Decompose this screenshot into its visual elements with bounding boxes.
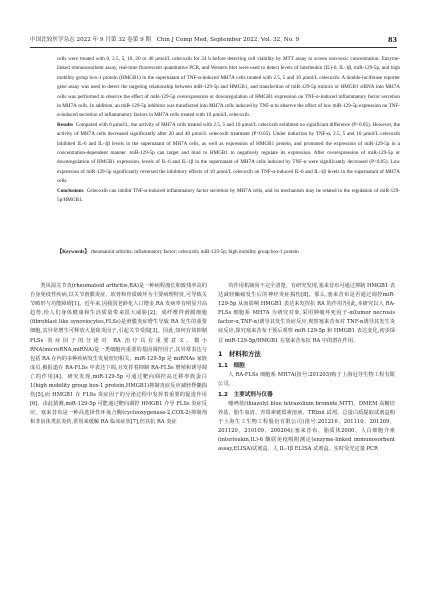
running-header bbox=[30, 35, 397, 48]
intro-continued-paragraph: 的作用机制尚不完全清楚。有研究发现,塞来昔布可通过抑制 HMGB1 表达减轻癫痫发生后的神经炎症损伤[8]。那么,塞来昔布是否通过调控miR-129-5p 从而影响 HMGB1 表达来发挥抗 RA 的作用?因此,本研究以人 RA-FLSs 细胞系 MH7A 为研究对象,采用肿瘤坏死因子-α(tumor necrosis factor-α,TNF-α)诱导其发生炎症反应,观察塞来昔布对 TNF-α诱导其发生炎症反应,探究塞来昔布干预后观察 miR-129-5p 和 HMGB1 表达变化,初步探讨 miR-129-5p/HMGB1 在塞来昔布抗 RA 中的潜在作用。 bbox=[218, 283, 395, 344]
english-abstract bbox=[57, 55, 400, 206]
keywords-text: rheumatoid arthritis; inflammatory factor; celecoxib; miR-129-5p; high mobility group box-1 protein bbox=[90, 249, 299, 255]
results-label: Results bbox=[57, 121, 73, 128]
subsection-heading-reagents: 1.2 主要试剂与仪器 bbox=[218, 391, 273, 398]
body-left-column bbox=[30, 282, 207, 428]
abstract-methods-text: cells were treated with 0, 2.5, 5, 10, 20 or 40 μmol/L celecoxib for 24 h before detecting cell viability by MTT assay to screen non-toxic concentration. Enzyme-linked immunosorbent assay, real-time fluorescent quantitative PCR, and Western blot were used to detect levels of interleukin (IL)-6, IL-1β, miR-129-5p, and high mobility group box-1 protein (HMGB1) in the supernatant of TNF-α-induced MH7A cells treated with 2.5, 5 and 10 μmol/L celecoxib. A double-luciferase reporter gene assay was used to detect the targeting relationship between miR-129-5p and HMGB1, and transfection of miR-129-5p mimics or HMGB1 siRNA into MH7A cells was performed to observe the effect of miR-129-5p overexpression or downregulation of HMGB1 expression on TNF-α-induced inflammatory factor secretion in MH7A cells. In addition, an miR-129-5p inhibitor was transfected into MH7A cells induced by TNF-α to observe the effect of low miR-129-5p expression on TNF-α-induced secretion of inflammatory factors in MH7A cells treated with 10 μmol/L celecoxib. bbox=[57, 56, 400, 119]
journal-citation: 中国比较医学杂志 2022 年 9 月第 32 卷第 9 期 Chin J Comp Med, September 2022, Vol. 32, No. 9 bbox=[30, 37, 300, 43]
abstract-conclusions bbox=[57, 187, 400, 206]
cells-paragraph: 人 RA-FLSs 细胞系 MH7A(批号:201203)购于上海冠导生物工程有限公司。 bbox=[218, 371, 395, 387]
conclusions-label: Conclusions bbox=[57, 187, 84, 194]
section-heading-methods: 1 材料和方法 bbox=[218, 349, 261, 358]
abstract-results bbox=[57, 121, 400, 187]
reagents-paragraph: 噻唑蓝(thiazolyl blue tetrazolium bromide,MTT)、DMEM 高糖培养基、胎牛血清、青霉素链霉素溶液、TRIzol 试剂、总蛋白质提取试剂盒购于上海生工生物工程股份有限公司(批号:201216、201110、201209、201120、210109、200204);塞来昔布、脂质体2000、人白细胞介素(interleukin,IL)-6 酶联免疫吸附测定(enzyme-linked immunosorbent assay,ELISA)试剂盒、人 IL-1β ELISA 试剂盒、实时荧光定量 PCR bbox=[218, 400, 395, 453]
conclusions-text: Celecoxib can inhibit TNF-α-induced inflammatory factor secretion by MH7A cells, and its mechanism may be related to the regulation of miR-129-5p/HMGB1. bbox=[57, 187, 401, 204]
keywords-label: 【Keywords】 bbox=[57, 249, 90, 255]
page-number: 83 bbox=[387, 36, 397, 44]
intro-paragraph: 类风湿关节炎(rheumatoid arthritis,RA)是一种病程漫长和致残率高的自身免疫性疾病,以关节滑膜炎症、软骨和骨质破坏为主要病理特征,可导致关节畸形与功能障碍[1]。近年来,因我国老龄化人口增多,RA 发病率有明显升高趋势,给人们身体健康和生活质量带来很大威胁[2]。成纤维样滑膜细胞(fibroblast like synoviocytes,FLSs)是滑膜炎症增生导致 RA 发生的重要细胞,其异常增生可释放大量致炎因子,引起关节受损[3]。因此,如何有效抑制 FLSs 炎症因子的分泌对 RA 治疗具有重要意义。微小 RNA(microRNA,miRNA)是一类细胞内重要的基因调控因子,其异常表达与包括 RA 在内的多种疾病发生发展密切相关。miR-129-5p 是 miRNAs 家族成员,被报道在 RA-FLSs 中表达下调,且发挥着抑制 RA-FLSs 增殖和诱导凋亡的作用[4]。研究发现,miR-129-5p 可通过靶向调控高迁移率族蛋白 1(high mobility group box-1 protein,HMGB1)抑制炎症反应减轻脊髓损伤[5],而 HMGB1 在 FLSs 炎症因子的分泌过程中发挥着重要的促进作用[6]。由此猜测,miR-129-5p 可能通过靶向调控 HMGB1 介导 FLSs 炎症反应。塞来昔布是一种高选择性环氧合酶(cyclooxygenase-2,COX-2)抑制剂和非甾体类抗炎药,常用来缓解 RA 临床症状[7],但其抗 RA 炎症 bbox=[30, 283, 207, 426]
subsection-heading-cells: 1.1 细胞 bbox=[218, 362, 245, 369]
results-text: Compared with 0 μmol/L, the activity of MH7A cells treated with 2.5, 5 and 10 μmol/L celecoxib exhibited no significant difference (P>0.05). However, the activity of MH7A cells decreased significantly after 20 and 40 μmol/L celecoxib treatment (P<0.05). Under induction by TNF-α, 2.5, 5 and 10 μmol/L celecoxib inhibited IL-6 and IL-1β levels in the supernatant of MH7A cells, as well as expression of HMGB1 protein, and promoted the expression of miR-129-5p in a concentration-dependent manner. miR-129-5p can target and bind to HMGB1 to negatively regulate its expression. After overexpression of miR-129-5p or downregulation of HMGB1 expression, levels of IL-6 and IL-1β in the supernatant of MH7A cells induced by TNF-α were significantly decreased (P<0.05). Low expression of miR-129-5p significantly reversed the inhibitory effects of 10 μmol/L celecoxib on TNF-α-induced IL-6 and IL-1β levels in the supernatant of MH7A cells. bbox=[57, 121, 400, 185]
keywords bbox=[57, 248, 400, 257]
body-right-column bbox=[218, 282, 395, 454]
